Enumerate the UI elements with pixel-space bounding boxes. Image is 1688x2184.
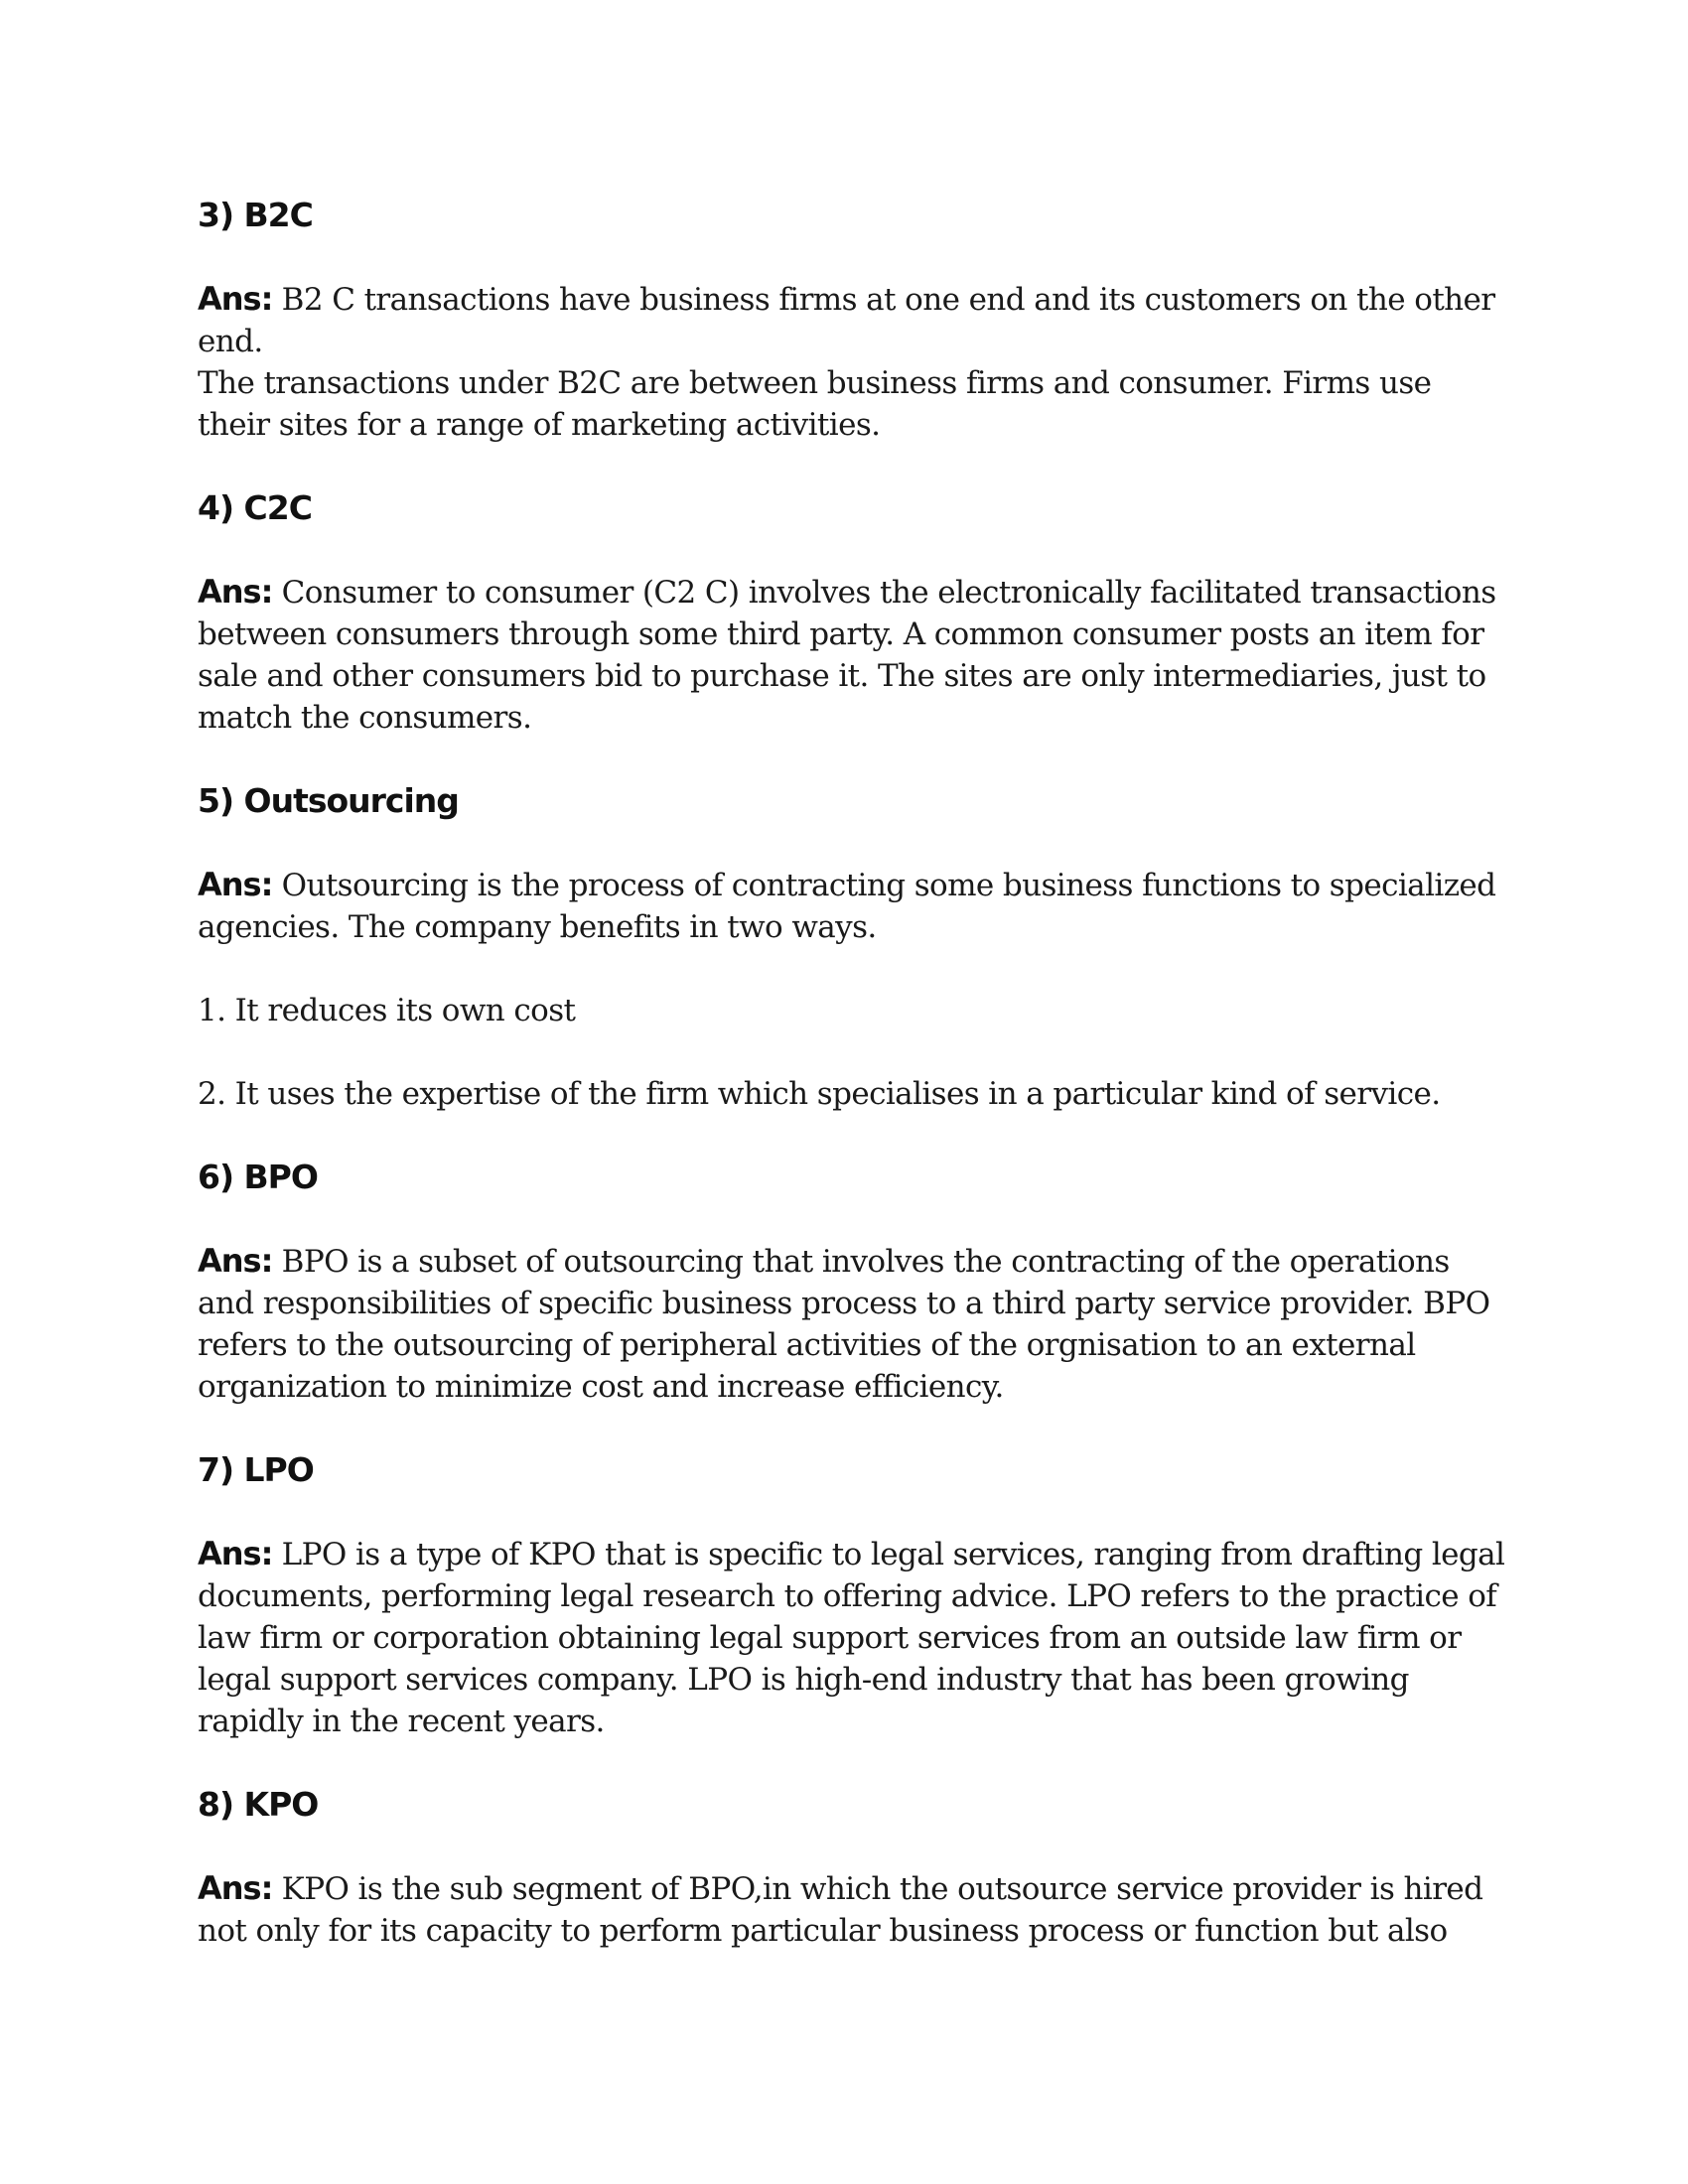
ans-label: Ans: [198, 1535, 273, 1572]
section-c2c [198, 487, 1508, 739]
section-heading: 6) BPO [198, 1158, 318, 1196]
list-item: 2. It uses the expertise of the firm which specialises in a particular kind of service. [198, 1076, 1441, 1112]
ans-label: Ans: [198, 573, 273, 611]
ans-label: Ans: [198, 866, 273, 903]
section-heading: 3) B2C [198, 196, 313, 234]
list-item: 1. It reduces its own cost [198, 993, 576, 1028]
answer-paragraph [198, 278, 1508, 362]
section-kpo [198, 1784, 1508, 1952]
answer-text: B2 C transactions have business firms at one end and its customers on the other end. [198, 282, 1495, 359]
answer-paragraph [198, 864, 1508, 948]
answer-paragraph: The transactions under B2C are between business firms and consumer. Firms use their sites for a range of marketing activities. [198, 365, 1432, 443]
section-bpo [198, 1157, 1508, 1408]
answer-text: LPO is a type of KPO that is specific to legal services, ranging from drafting legal documents, performing legal research to offering advice. LPO refers to the practice of law firm or corporation obtaining legal support services from an outside law firm or legal support services company. LPO is high-end industry that has been growing rapidly in the recent years. [198, 1537, 1505, 1739]
answer-paragraph [198, 1533, 1508, 1742]
ans-label: Ans: [198, 1869, 273, 1907]
section-b2c [198, 195, 1508, 446]
section-outsourcing [198, 780, 1508, 1115]
section-heading: 7) LPO [198, 1450, 314, 1489]
section-heading: 4) C2C [198, 488, 312, 527]
page-content [198, 195, 1508, 1952]
answer-text: BPO is a subset of outsourcing that involves the contracting of the operations and responsibilities of specific business process to a third party service provider. BPO refers to the outsourcing of peripheral activities of the orgnisation to an external organization to minimize cost and increase efficiency. [198, 1244, 1490, 1405]
answer-paragraph [198, 1867, 1508, 1952]
answer-paragraph [198, 1240, 1508, 1408]
answer-text: Consumer to consumer (C2 C) involves the electronically facilitated transactions between consumers through some third party. A common consumer posts an item for sale and other consumers bid to purchase it. The sites are only intermediaries, just to match the consumers. [198, 575, 1496, 736]
answer-text: Outsourcing is the process of contracting some business functions to specialized agencies. The company benefits in two ways. [198, 868, 1496, 945]
section-heading: 8) KPO [198, 1785, 319, 1824]
section-heading: 5) Outsourcing [198, 781, 459, 820]
section-lpo [198, 1449, 1508, 1742]
answer-text: KPO is the sub segment of BPO,in which the outsource service provider is hired not only for its capacity to perform particular business process or function but also [198, 1871, 1483, 1949]
ans-label: Ans: [198, 280, 273, 318]
ans-label: Ans: [198, 1242, 273, 1280]
answer-paragraph [198, 571, 1508, 739]
